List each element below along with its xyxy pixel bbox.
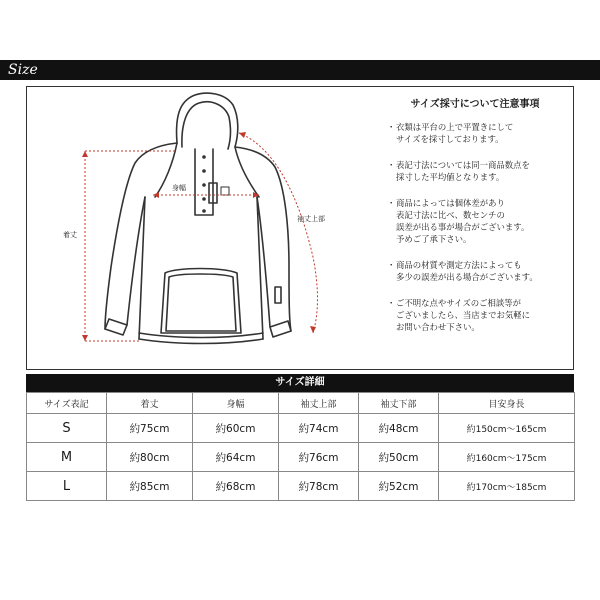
cell-height: 約150cm～165cm xyxy=(439,414,575,443)
cell-size: L xyxy=(27,472,107,501)
hoodie-outline xyxy=(105,93,291,343)
header-height: 目安身長 xyxy=(439,393,575,414)
cell-height: 約170cm～185cm xyxy=(439,472,575,501)
cell-length: 約75cm xyxy=(107,414,193,443)
cell-sleeve-bottom: 約52cm xyxy=(359,472,439,501)
header-sleeve-top: 袖丈上部 xyxy=(279,393,359,414)
note-item xyxy=(387,197,567,245)
hoodie-illustration xyxy=(27,87,373,369)
cell-width: 約64cm xyxy=(193,443,279,472)
header-length: 着丈 xyxy=(107,393,193,414)
header-sleeve-bottom: 袖丈下部 xyxy=(359,393,439,414)
table-header-row xyxy=(27,393,575,414)
notes-title: サイズ採寸について注意事項 xyxy=(410,99,540,110)
table-row xyxy=(27,414,575,443)
note-item xyxy=(387,121,567,145)
cell-sleeve-bottom: 約48cm xyxy=(359,414,439,443)
table-row xyxy=(27,443,575,472)
note-bullet: ・ xyxy=(387,160,396,170)
cell-size: S xyxy=(27,414,107,443)
note-item xyxy=(387,297,567,333)
table-row xyxy=(27,472,575,501)
header-bar xyxy=(0,60,600,80)
note-bullet: ・ xyxy=(387,198,396,208)
cell-width: 約68cm xyxy=(193,472,279,501)
note-text: 表記寸法については同一商品数点を 採寸した平均値となります。 xyxy=(396,160,530,182)
header-size: サイズ表記 xyxy=(27,393,107,414)
cell-length: 約85cm xyxy=(107,472,193,501)
sleeve-top-label: 袖丈上部 xyxy=(297,215,325,223)
header-width: 身幅 xyxy=(193,393,279,414)
size-table-title: サイズ詳細 xyxy=(26,374,574,392)
note-text: 商品によっては個体差があり 表記寸法に比べ、数センチの 誤差が出る事が場合がございます。 予めご了承下さい。 xyxy=(396,198,530,244)
cell-length: 約80cm xyxy=(107,443,193,472)
cell-sleeve-bottom: 約50cm xyxy=(359,443,439,472)
note-item xyxy=(387,259,567,283)
cell-sleeve-top: 約76cm xyxy=(279,443,359,472)
measurement-notes xyxy=(379,87,571,369)
size-guide-panel xyxy=(26,86,574,370)
cell-height: 約160cm～175cm xyxy=(439,443,575,472)
note-bullet: ・ xyxy=(387,298,396,308)
cell-width: 約60cm xyxy=(193,414,279,443)
measure-arrows xyxy=(82,132,316,341)
width-label: 身幅 xyxy=(172,184,186,192)
header-title: Size xyxy=(8,62,38,78)
note-text: 商品の材質や測定方法によっても 多少の誤差が出る場合がございます。 xyxy=(396,260,538,282)
cell-sleeve-top: 約78cm xyxy=(279,472,359,501)
note-bullet: ・ xyxy=(387,260,396,270)
placket-buttons xyxy=(202,155,206,213)
measure-lines xyxy=(85,133,318,341)
cell-sleeve-top: 約74cm xyxy=(279,414,359,443)
cell-size: M xyxy=(27,443,107,472)
length-label: 着丈 xyxy=(63,231,77,239)
note-text: ご不明な点やサイズのご相談等が ございましたら、当店までお気軽に お問い合わせ下さい。 xyxy=(396,298,530,332)
note-bullet: ・ xyxy=(387,122,396,132)
note-text: 衣類は平台の上で平置きにして サイズを採寸しております。 xyxy=(396,122,514,144)
label-tag xyxy=(221,187,229,195)
size-table xyxy=(26,392,575,501)
note-item xyxy=(387,159,567,183)
